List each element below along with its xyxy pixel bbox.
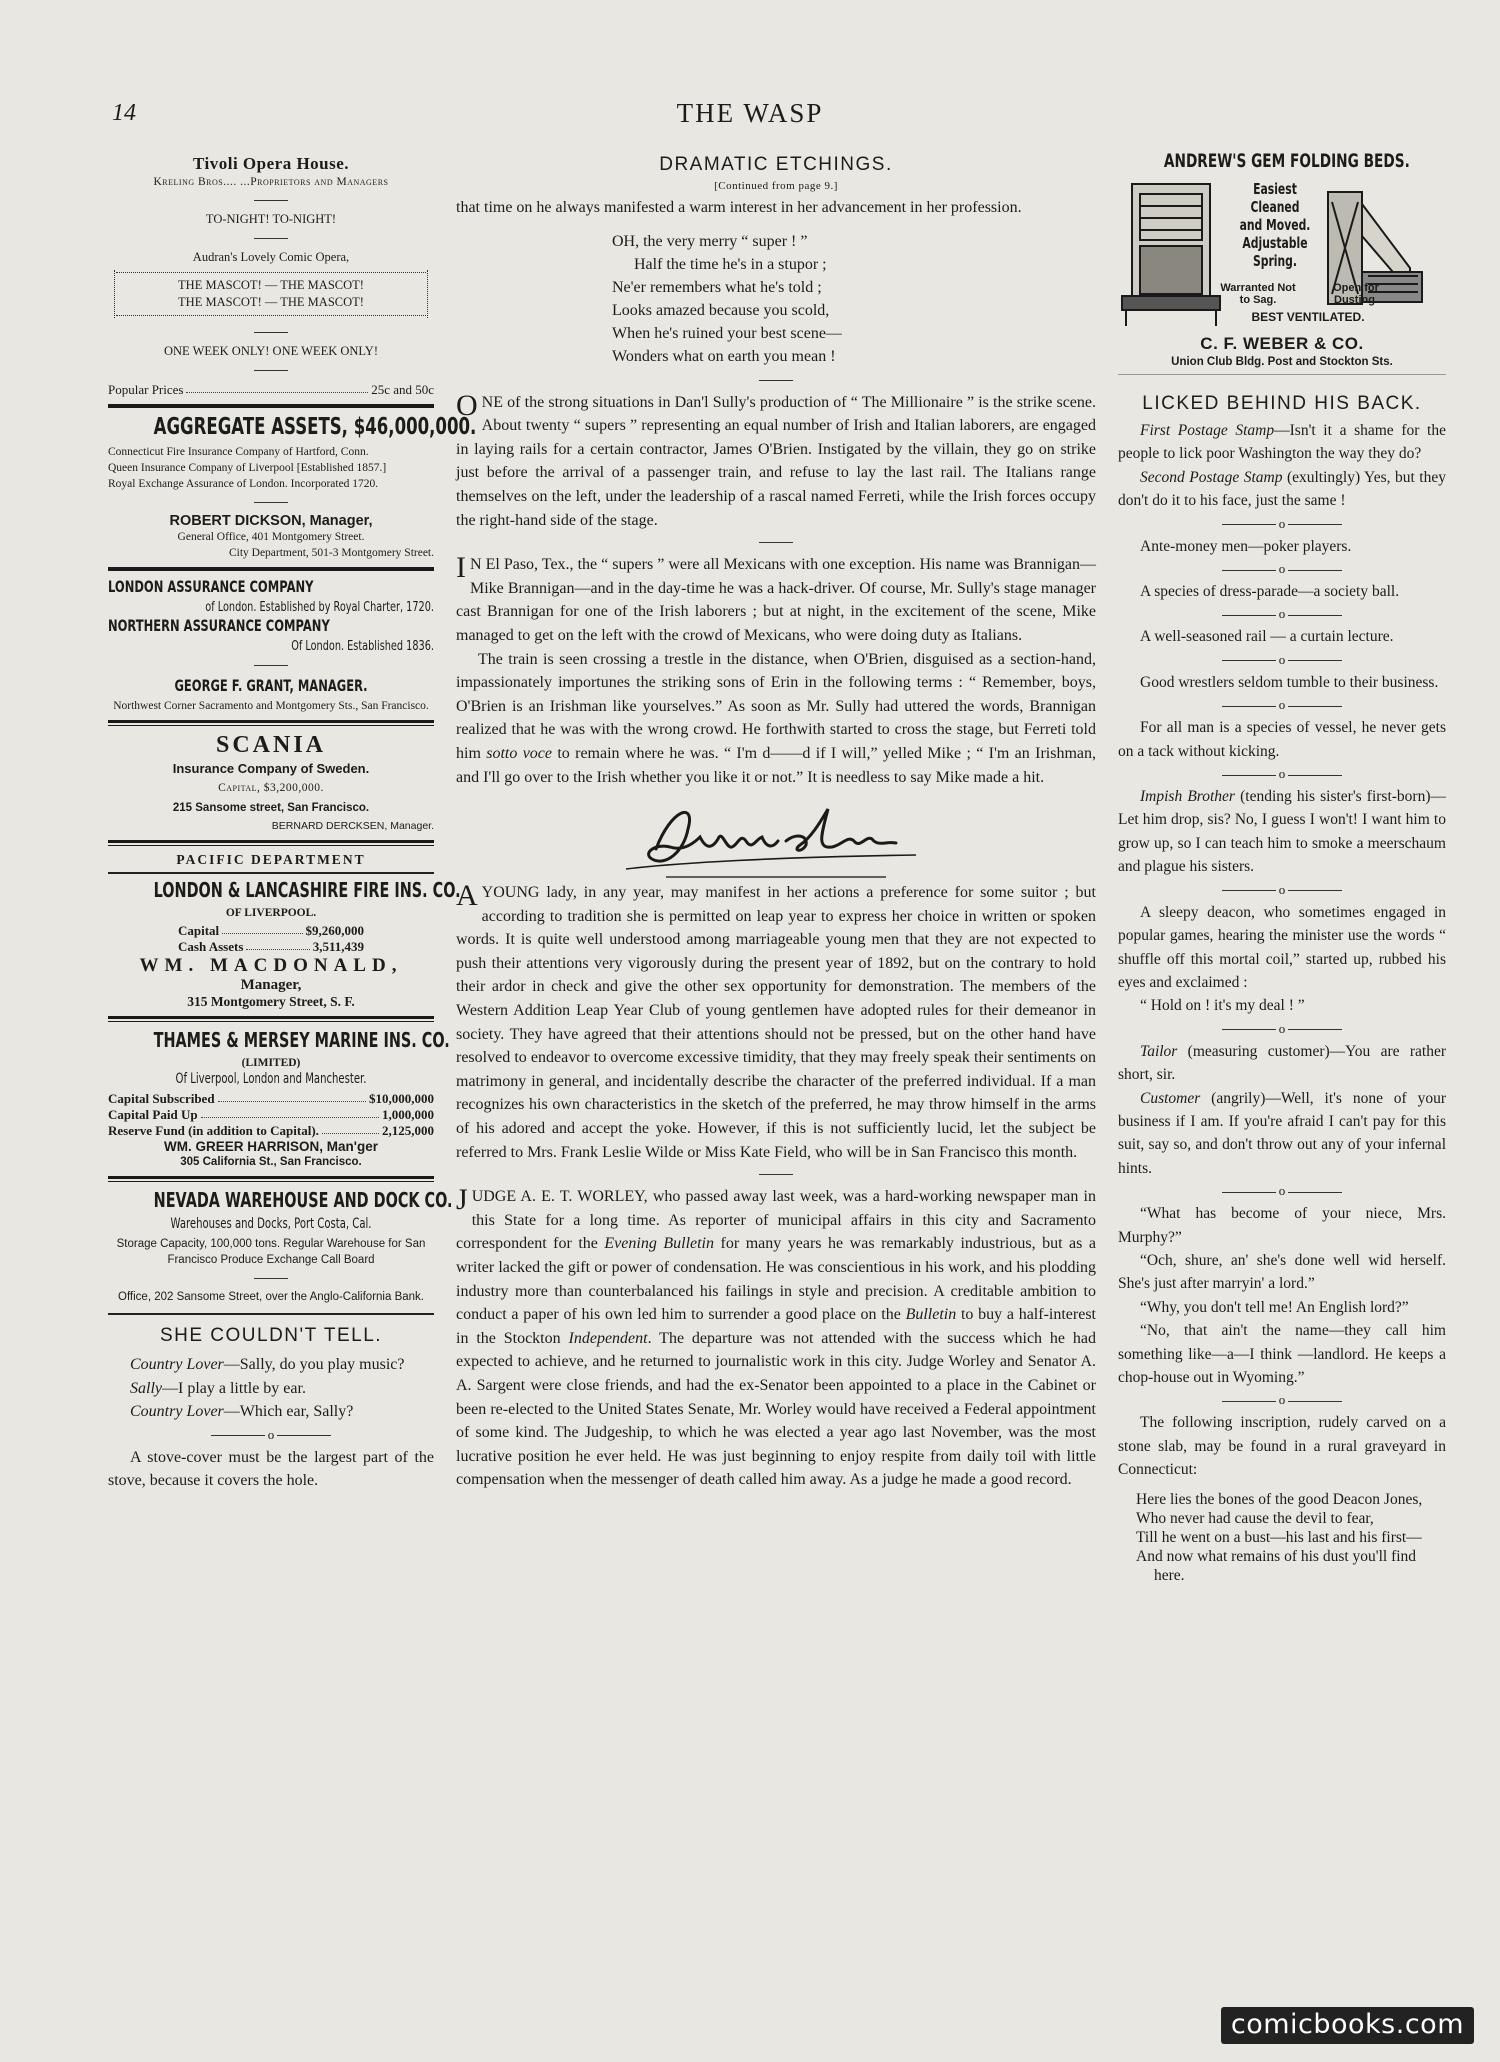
o-divider: o	[1118, 517, 1446, 531]
poem-line: Half the time he's in a stupor ;	[634, 255, 827, 273]
divider	[254, 502, 288, 503]
popular-prices	[108, 381, 434, 398]
wrestlers-joke: Good wrestlers seldom tumble to their business.	[1140, 673, 1439, 691]
o-divider: o	[1118, 767, 1446, 781]
tonight-text: TO-NIGHT! TO-NIGHT!	[205, 212, 337, 226]
niece-line: “What has become of your niece, Mrs. Murphy?”	[1118, 1205, 1446, 1246]
cash-label: Cash Assets	[178, 939, 244, 954]
cash-value: 3,511,439	[312, 939, 364, 954]
epitaph-line: Who never had cause the devil to fear,	[1136, 1509, 1374, 1527]
lancashire-sub: OF LIVERPOOL.	[225, 907, 317, 919]
divider	[254, 1278, 288, 1279]
speaker: Country Lover	[130, 1356, 224, 1373]
epitaph-line: Here lies the bones of the good Deacon Jones,	[1136, 1490, 1423, 1508]
dot-leader	[186, 381, 368, 393]
scania-address: 215 Sansome street, San Francisco.	[172, 802, 370, 814]
ad-title: ANDREW'S GEM FOLDING BEDS.	[1163, 150, 1410, 172]
signature	[456, 789, 1096, 881]
ad-feature-text: and Moved.	[1239, 216, 1311, 234]
dot-leader	[218, 1091, 366, 1102]
o-divider: o	[1118, 653, 1446, 667]
grant-address: Northwest Corner Sacramento and Montgomery Sts., San Francisco.	[113, 700, 429, 712]
line: —Sally, do you play music?	[223, 1356, 405, 1373]
tivoli-title: Tivoli Opera House.	[192, 154, 350, 173]
paragraph	[456, 648, 1096, 790]
grant-manager: GEORGE F. GRANT, MANAGER.	[174, 676, 368, 695]
continued-note: [Continued from page 9.]	[714, 180, 838, 192]
thames-figures	[108, 1091, 434, 1139]
text: JUDGE A. E. T. WORLEY, who passed away last week, was a hard-working newspaper man in this State for a long time. As reporter of municipal affairs in this city and Sacramento correspondent for the	[456, 1183, 1096, 1253]
divider	[108, 1313, 434, 1315]
divider	[108, 567, 434, 571]
divider	[108, 1176, 434, 1182]
divider	[254, 200, 288, 201]
lancashire-title: LONDON & LANCASHIRE FIRE INS. CO.	[153, 878, 461, 902]
o-divider: o	[1118, 698, 1446, 712]
lancashire-capital	[178, 923, 364, 939]
mascot-line-1: THE MASCOT! — THE MASCOT!	[178, 278, 364, 292]
licked-heading: LICKED BEHIND HIS BACK.	[1142, 393, 1422, 414]
thames-of: Of Liverpool, London and Manchester.	[175, 1071, 367, 1087]
dress-joke: A species of dress-parade—a society ball.	[1140, 583, 1400, 601]
ad-feature	[1220, 216, 1330, 234]
divider	[759, 542, 793, 543]
dramatic-etchings-body	[456, 196, 1096, 1492]
italic-text: Bulletin	[905, 1306, 957, 1324]
epitaph-line: Till he went on a bust—his last and his first—	[1136, 1528, 1422, 1546]
divider	[108, 404, 434, 408]
scania-sub: Insurance Company of Sweden.	[172, 761, 370, 776]
text: The train is seen crossing a trestle in the distance, when O'Brien, disguised as a section-hand, impassionately importunes the striking sons of Erin in the following terms : “ Remember, boys, O'Brien is an Irishman like yourselves.” As soon as Mr. Sully had uttered the words, Brannigan realized that he was with the wrong crowd. He forthwith started to cross the stage, but Ferreti told him	[456, 650, 1096, 762]
italic-text: sotto voce	[486, 744, 552, 762]
right-column	[1118, 150, 1446, 1585]
poem-line: OH, the very merry “ super ! ”	[612, 232, 808, 250]
ad-open-dusting: Open for Dusting.	[1333, 282, 1379, 306]
licked-body	[1118, 419, 1446, 1585]
northern-sub: Of London. Established 1836.	[291, 638, 434, 654]
ad-feature-text: Adjustable	[1242, 234, 1308, 252]
line: —Isn't it a shame for the people to lick poor Washington the way they do?	[1118, 422, 1446, 463]
speaker: Customer	[1140, 1089, 1201, 1107]
italic-text: Evening Bulletin	[604, 1235, 715, 1253]
ad-warranted: Warranted Not to Sag.	[1220, 282, 1296, 306]
divider	[254, 665, 288, 666]
folding-bed-ad	[1118, 150, 1446, 375]
divider	[108, 1016, 434, 1022]
thames-row	[108, 1123, 434, 1139]
one-week-text: ONE WEEK ONLY! ONE WEEK ONLY!	[163, 344, 378, 358]
mascot-line-2: THE MASCOT! — THE MASCOT!	[178, 295, 364, 309]
line: (exultingly) Yes, but they don't do it to his face, just the same !	[1118, 468, 1446, 510]
assets-connecticut: Connecticut Fire Insurance Company of Hartford, Conn.	[108, 446, 369, 458]
poem-line: Looks amazed because you scold,	[612, 301, 830, 319]
divider	[108, 840, 434, 846]
thames-row	[108, 1091, 434, 1107]
dot-leader	[322, 1123, 379, 1134]
speaker: Impish Brother	[1140, 788, 1235, 806]
o-divider: o	[1118, 607, 1446, 621]
ad-feature-text: Cleaned	[1250, 198, 1300, 216]
worley-paragraph	[456, 1185, 1096, 1492]
line: —I play a little by ear.	[162, 1379, 306, 1397]
speaker: Tailor	[1140, 1042, 1178, 1060]
ad-address: Union Club Bldg. Post and Stockton Sts.	[1171, 356, 1393, 368]
epitaph-line: And now what remains of his dust you'll find here.	[1136, 1547, 1417, 1584]
assets-royal: Royal Exchange Assurance of London. Incorporated 1720.	[108, 478, 379, 490]
ad-features	[1220, 180, 1330, 270]
london-sub: of London. Established by Royal Charter, 1720.	[205, 599, 434, 615]
ante-joke: Ante-money men—poker players.	[1140, 537, 1352, 555]
o-divider: o	[108, 1428, 434, 1442]
o-divider: o	[1118, 883, 1446, 897]
paragraph: AYOUNG lady, in any year, may manifest in her actions a preference for some suitor ; but according to tradition she is permitted on leap year to express her choice in written or spoken words. It is quite well understood among marriageable young men that they are not expected to push their attentions very vigorously during the present year of 1892, but on the contrary to hold their ardor in check and give the other sex opportunity for demonstration. The members of the Western Addition Leap Year Club of young gentlemen have adopted rules for their demeanor in society. They have agreed that their attentions should not be pressed, but on the other hand have resolved to endeavor to overcome excessive timidity, that they may freely speak their sentiments on matrimony in general, and incidentally describe the character of the preferred individual. If a man recognizes his own characteristics in the sketch of the preferred, he may throw himself in the arms of his adored and accept the yoke. However, if this is not sufficiently lucid, let the subject be referred to Mrs. Frank Leslie Wilde or Miss Kate Field, who will be in San Francisco this month.	[456, 879, 1096, 1161]
poem-line: Ne'er remembers what he's told ;	[612, 278, 822, 296]
o-divider: o	[1118, 562, 1446, 576]
divider	[759, 380, 793, 381]
thames-limited: (LIMITED)	[241, 1057, 301, 1069]
masthead: THE WASP	[676, 98, 824, 128]
inscription-intro: The following inscription, rudely carved on a stone slab, may be found in a rural graveyard in Connecticut:	[1118, 1414, 1446, 1479]
left-column	[108, 150, 477, 1493]
capital-value: $9,260,000	[305, 923, 364, 938]
stove-joke: A stove-cover must be the largest part of the stove, because it covers the hole.	[108, 1448, 434, 1490]
macdonald-role: Manager,	[240, 977, 302, 993]
mascot-box	[116, 272, 426, 316]
couldnt-tell-heading: SHE COULDN'T TELL.	[159, 1325, 383, 1346]
paragraph: IN El Paso, Tex., the “ supers ” were all Mexicans with one exception. His name was Brannigan—Mike Brannigan—and in the day-time he was a hack-driver. Of course, Mr. Sully's stage manager cast Brannigan for one of the Irish laborers ; but at night, in the excitement of the scene, Mike managed to get on the left with the crowd of Mexicans, who were doing duty as Italians.	[456, 551, 1096, 644]
speaker: Country Lover	[130, 1403, 224, 1421]
divider	[254, 238, 288, 239]
row-label: Capital Paid Up	[108, 1107, 198, 1122]
ad-body	[1118, 176, 1446, 334]
divider	[759, 1174, 793, 1175]
speaker: Sally	[130, 1379, 162, 1397]
text: to buy a half-interest in the Stockton	[456, 1306, 1097, 1347]
poem-line: When he's ruined your best scene—	[612, 324, 842, 342]
epitaph	[1118, 1490, 1446, 1585]
watermark: comicbooks.com	[1221, 2007, 1474, 2044]
harrison-manager: WM. GREER HARRISON, Man'ger	[164, 1139, 378, 1154]
niece-line: “Why, you don't tell me! An English lord?”	[1140, 1298, 1409, 1316]
row-value: 2,125,000	[382, 1123, 434, 1138]
row-value: $10,000,000	[369, 1091, 434, 1106]
dramatic-etchings-heading: DRAMATIC ETCHINGS.	[659, 154, 893, 175]
divider	[254, 370, 288, 371]
ad-feature-text: Easiest	[1253, 180, 1297, 198]
northern-title: NORTHERN ASSURANCE COMPANY	[108, 616, 330, 635]
capital-label: Capital	[178, 923, 220, 938]
niece-line: “Och, shure, an' she's done well wid herself. She's just after marryin' a lord.”	[1118, 1251, 1446, 1293]
text: . The departure was not attended with the success which he had expected to achieve, and he returned to journalistic work in this city. Judge Worley and Senator A. A. Sargent were close friends, and had the ex-Senator been appointed to a place in the Cabinet or been re-elected to the United States Senate, Mr. Worley would have received a Federal appointment of some kind. The Judgeship, to which he was elected a year ago last November, was the most lucrative position he ever held. He was just beginning to enjoy respite from daily toil with little compensation when the messenger of death called him away. As a judge he made a good record.	[456, 1329, 1097, 1489]
text: for many years he was remarkably industrious, but as a writer lacked the gift or power of condensation. He was conscientious in his work, and his plodding industry more than counterbalanced his failings in style and precision. A creditable ambition to conduct a paper of his own led him to surrender a good place on the	[456, 1235, 1097, 1324]
line: (tending his sister's first-born)—Let him drop, sis? No, I guess I won't! I want him to grow up, so I can teach him to smoke a meerschaum and plague his sisters.	[1118, 788, 1446, 876]
aggregate-assets-title: AGGREGATE ASSETS, $46,000,000.	[153, 414, 477, 440]
row-value: 1,000,000	[382, 1107, 434, 1122]
lancashire-cash	[178, 939, 364, 955]
dickson-city: City Department, 501-3 Montgomery Street.	[228, 547, 434, 559]
nevada-sub: Warehouses and Docks, Port Costa, Cal.	[170, 1216, 372, 1232]
scania-title: SCANIA	[215, 732, 326, 758]
line: —Which ear, Sally?	[223, 1403, 354, 1421]
divider	[108, 872, 434, 874]
ad-company: C. F. WEBER & CO.	[1200, 334, 1364, 353]
super-poem	[612, 230, 1096, 368]
row-label: Reserve Fund (in addition to Capital).	[108, 1123, 319, 1138]
middle-column	[456, 150, 1096, 1492]
ad-feature	[1220, 180, 1330, 198]
dot-leader	[201, 1107, 379, 1118]
divider	[254, 332, 288, 333]
o-divider: o	[1118, 1022, 1446, 1036]
prices-value: 25c and 50c	[371, 382, 434, 397]
dot-leader	[246, 939, 309, 950]
scania-capital: Capital, $3,200,000.	[218, 782, 324, 794]
macdonald-name: WM. MACDONALD,	[139, 955, 403, 976]
tivoli-proprietors: Kreling Bros.... ...Proprietors and Managers	[153, 176, 389, 188]
macdonald-address: 315 Montgomery Street, S. F.	[187, 994, 355, 1009]
page-number: 14	[112, 100, 136, 126]
prices-label: Popular Prices	[108, 382, 184, 397]
divider	[108, 720, 434, 726]
nevada-office: Office, 202 Sansome Street, over the Anglo-California Bank.	[118, 1291, 424, 1303]
scania-manager: BERNARD DERCKSEN, Manager.	[271, 820, 434, 832]
speaker: First Postage Stamp	[1140, 422, 1275, 439]
deacon-joke: A sleepy deacon, who sometimes engaged in popular games, hearing the minister use the words “ shuffle off this mortal coil,” started up, rubbed his eyes and exclaimed :	[1118, 903, 1446, 991]
signature-graphic	[456, 789, 1096, 881]
o-divider: o	[1118, 1184, 1446, 1198]
italic-text: Independent	[568, 1329, 648, 1347]
dot-leader	[222, 923, 302, 934]
ad-best-ventilated: BEST VENTILATED.	[1251, 310, 1365, 324]
poem-line: Wonders what on earth you mean !	[612, 347, 836, 365]
thames-row	[108, 1107, 434, 1123]
speaker: Second Postage Stamp	[1140, 468, 1283, 486]
ad-feature	[1220, 234, 1330, 252]
paragraph: ONE of the strong situations in Dan'l Sully's production of “ The Millionaire ” is the strike scene. About twenty “ supers ” representing an equal number of Irish and Italian laborers, are engaged in laying rails for a certain contractor, James O'Brien. Instigated by the villain, they go on strike just before the arrival of a passenger train, and refuse to lay the last rail. The Italians range themselves on the left, under the leadership of a rascal named Ferreti, while the Irish forces occupy the right-hand side of the stage.	[456, 388, 1096, 529]
couldnt-tell-body	[108, 1353, 434, 1493]
dickson-manager: ROBERT DICKSON, Manager,	[169, 513, 373, 529]
niece-line: “No, that ain't the name—they call him something like—a—I think —landlord. He keeps a chop-house out in Wyoming.”	[1118, 1322, 1446, 1386]
rail-joke: A well-seasoned rail — a curtain lecture.	[1140, 628, 1394, 646]
dickson-office: General Office, 401 Montgomery Street.	[177, 531, 365, 543]
london-title: LONDON ASSURANCE COMPANY	[108, 577, 314, 596]
vessel-joke: For all man is a species of vessel, he never gets on a tack without kicking.	[1118, 719, 1446, 760]
nevada-title: NEVADA WAREHOUSE AND DOCK CO.	[153, 1188, 453, 1212]
row-label: Capital Subscribed	[108, 1091, 215, 1106]
ad-feature	[1220, 198, 1330, 216]
pacific-department: PACIFIC DEPARTMENT	[176, 852, 366, 867]
o-divider: o	[1118, 1393, 1446, 1407]
deacon-quote: “ Hold on ! it's my deal ! ”	[1140, 997, 1305, 1015]
assets-queen: Queen Insurance Company of Liverpool [Established 1857.]	[108, 462, 387, 474]
harrison-address: 305 California St., San Francisco.	[180, 1156, 362, 1168]
ad-feature	[1220, 252, 1330, 270]
text: to remain where he was. “ I'm d——d if I will,” yelled Mike ; “ I'm an Irishman, and I'll go over to the Irish whether you like it or not.” It is needless to say Mike made a hit.	[456, 744, 1096, 786]
ad-feature-text: Spring.	[1252, 252, 1298, 270]
thames-title: THAMES & MERSEY MARINE INS. CO.	[153, 1028, 450, 1052]
paragraph: that time on he always manifested a warm interest in her advancement in her profession.	[456, 199, 1022, 216]
line: (angrily)—Well, it's none of your business if I am. If you're afraid I can't pay for this suit, say so, and don't throw out any of your infernal hints.	[1118, 1089, 1446, 1177]
nevada-storage: Storage Capacity, 100,000 tons. Regular Warehouse for San Francisco Produce Exchange Call Board	[116, 1238, 426, 1266]
line: (measuring customer)—You are rather short, sir.	[1118, 1042, 1446, 1084]
opera-text: Audran's Lovely Comic Opera,	[192, 250, 350, 264]
